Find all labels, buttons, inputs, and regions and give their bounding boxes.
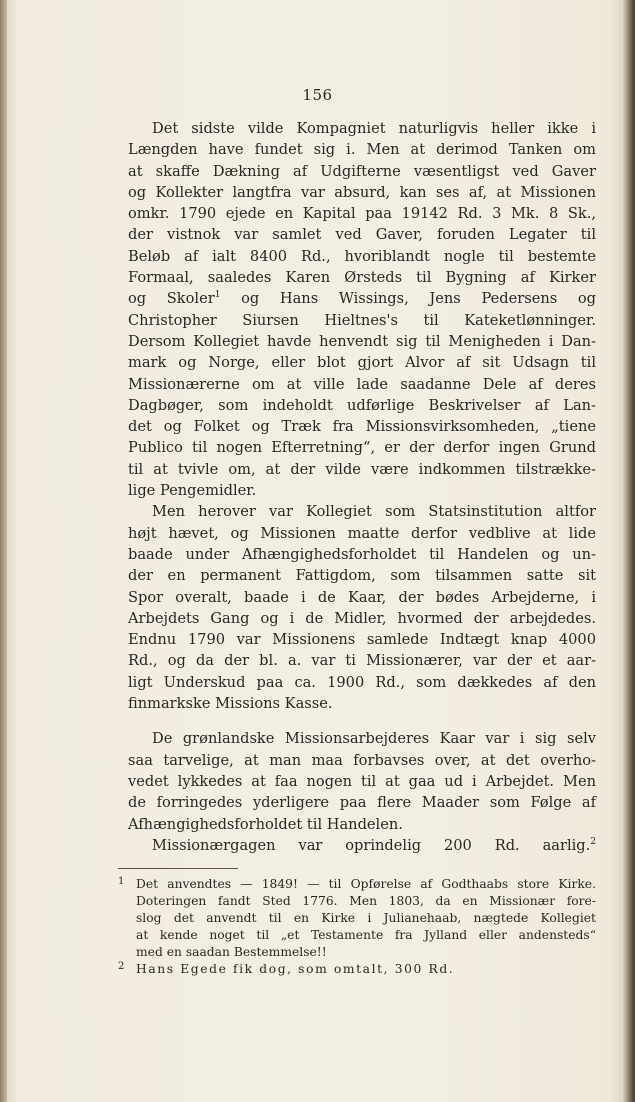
text-line: det og Folket og Træk fra Missionsvirksomheden, „tiene: [128, 418, 596, 436]
text-line: [128, 835, 596, 856]
text-line: Missionærerne om at ville lade saadanne Dele af deres: [128, 375, 596, 393]
text-line: omkr. 1790 ejede en Kapital paa 19142 Rd. 3 Mk. 8 Sk.,: [128, 205, 596, 223]
body-text: [128, 118, 596, 856]
footnote-rule: [118, 868, 238, 869]
paragraph-gap: [128, 714, 596, 728]
paragraph-2: [128, 501, 596, 714]
text-line: Dersom Kollegiet havde henvendt sig til Menigheden i Dan-: [128, 332, 596, 350]
text-line: Publico til nogen Efterretning“, er der derfor ingen Grund: [128, 439, 596, 457]
text-line: Rd., og da der bl. a. var ti Missionærer, var der et aar-: [128, 652, 596, 670]
text-line: Afhængighedsforholdet til Handelen.: [128, 815, 403, 833]
footnote-line: at kende noget til „et Testamente fra Jylland eller andensteds“: [136, 928, 596, 942]
footnote-line: med en saadan Bestemmelse!!: [136, 945, 327, 959]
text-line: og Kollekter langtfra var absurd, kan ses af, at Missionen: [128, 183, 596, 201]
text-line: de forringedes yderligere paa flere Maader som Følge af: [128, 794, 596, 812]
text-fragment: og Skoler: [128, 290, 215, 308]
paragraph-1: [128, 118, 596, 501]
footnote-ref: 1: [214, 290, 221, 301]
footnote-line: Hans Egede fik dog, som omtalt, 300 Rd.: [136, 962, 455, 976]
text-line: Men herover var Kollegiet som Statsinstitution altfor: [152, 503, 596, 521]
text-line: De grønlandske Missionsarbejderes Kaar var i sig selv: [152, 730, 596, 748]
text-line: Længden have fundet sig i. Men at derimod Tanken om: [128, 141, 596, 159]
footnote-ref: 2: [590, 836, 596, 847]
text-line: saa tarvelige, at man maa forbavses over, at det overho-: [128, 751, 596, 769]
text-line: finmarkske Missions Kasse.: [128, 695, 333, 713]
text-line: Dagbøger, som indeholdt udførlige Beskrivelser af Lan-: [128, 396, 596, 414]
footnote-line: slog det anvendt til en Kirke i Julianehaab, nægtede Kollegiet: [136, 911, 596, 925]
text-fragment: Missionærgagen var oprindelig 200 Rd. aarlig.: [152, 836, 591, 854]
text-line: Christopher Siursen Hieltnes's til Kateketlønninger.: [128, 311, 596, 329]
text-line: at skaffe Dækning af Udgifterne væsentligst ved Gaver: [128, 162, 596, 180]
footnote-line: Det anvendtes — 1849! — til Opførelse af Godthaabs store Kirke.: [136, 877, 596, 891]
text-fragment: og Hans Wissings, Jens Pedersens og: [220, 290, 596, 308]
text-line: vedet lykkedes at faa nogen til at gaa ud i Arbejdet. Men: [128, 772, 596, 790]
text-line: Det sidste vilde Kompagniet naturligvis heller ikke i: [152, 120, 596, 137]
footnote-2: [118, 961, 596, 978]
text-line: der vistnok var samlet ved Gaver, foruden Legater til: [128, 226, 596, 244]
footnotes: [118, 876, 596, 978]
paragraph-3: [128, 728, 596, 834]
page-number: 156: [302, 86, 333, 104]
text-line: ligt Underskud paa ca. 1900 Rd., som dækkedes af den: [128, 673, 596, 691]
footnote-mark: 1: [118, 876, 125, 887]
footnote-1: [118, 876, 596, 961]
paragraph-4: [128, 835, 596, 856]
text-line: til at tvivle om, at der vilde være indkommen tilstrække-: [128, 460, 596, 478]
text-line: [128, 288, 596, 309]
footnote-line: Doteringen fandt Sted 1776. Men 1803, da en Missionær fore-: [136, 894, 596, 908]
text-line: Endnu 1790 var Missionens samlede Indtægt knap 4000: [128, 631, 596, 649]
text-line: højt hævet, og Missionen maatte derfor vedblive at lide: [128, 524, 596, 542]
text-line: mark og Norge, eller blot gjort Alvor af sit Udsagn til: [128, 354, 596, 372]
text-line: Formaal, saaledes Karen Ørsteds til Bygning af Kirker: [128, 269, 596, 287]
text-line: lige Pengemidler.: [128, 482, 257, 500]
text-line: baade under Afhængighedsforholdet til Handelen og un-: [128, 545, 596, 563]
page-edge: [623, 0, 635, 1102]
text-line: Beløb af ialt 8400 Rd., hvoriblandt nogle til bestemte: [128, 247, 596, 265]
text-line: Spor overalt, baade i de Kaar, der bødes Arbejderne, i: [128, 588, 596, 606]
text-line: der en permanent Fattigdom, som tilsammen satte sit: [128, 567, 596, 585]
footnote-mark: 2: [118, 961, 125, 972]
binding-edge: [0, 0, 7, 1102]
text-line: Arbejdets Gang og i de Midler, hvormed der arbejdedes.: [128, 609, 596, 627]
